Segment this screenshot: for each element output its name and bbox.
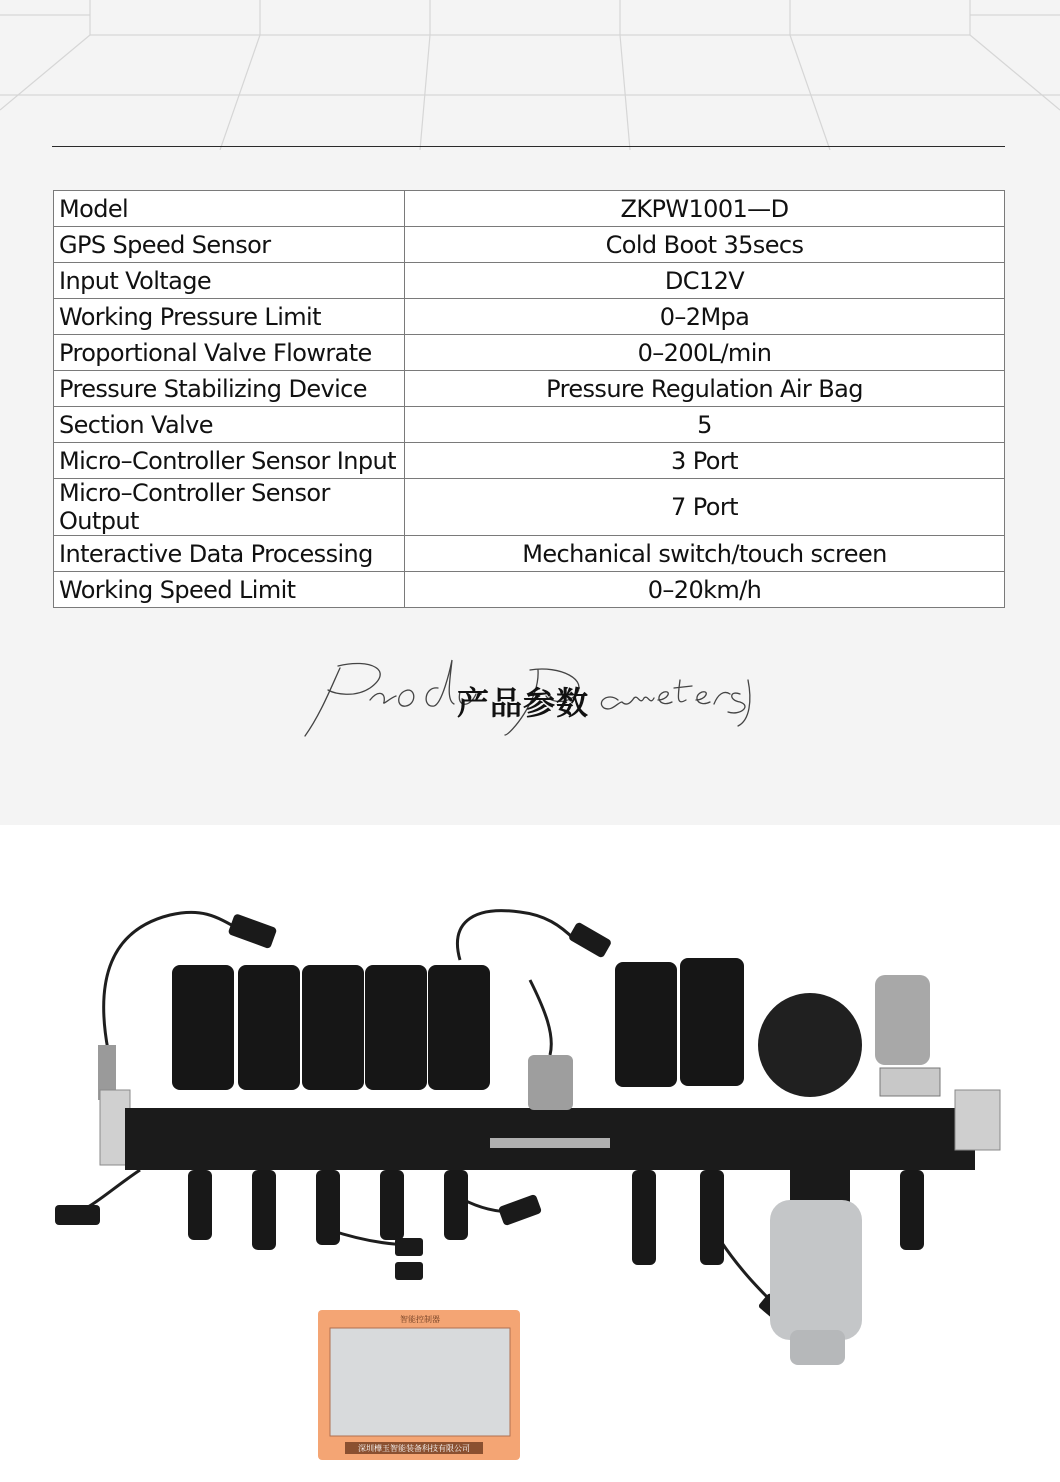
spec-label: Interactive Data Processing (54, 536, 405, 572)
spec-row (54, 335, 1005, 371)
spec-row (54, 407, 1005, 443)
spec-label: Section Valve (54, 407, 405, 443)
filter-housing (770, 1140, 862, 1365)
spec-label: Model (54, 191, 405, 227)
spec-value: Pressure Regulation Air Bag (405, 371, 1005, 407)
spec-value: ZKPW1001—D (405, 191, 1005, 227)
valve-actuators (172, 958, 744, 1090)
screen-top-label: 智能控制器 (400, 1315, 440, 1324)
spec-value: 5 (405, 407, 1005, 443)
spec-value: 0–20km/h (405, 572, 1005, 608)
section-title-chinese: 产品参数 (457, 684, 590, 722)
spec-label: Micro–Controller Sensor Input (54, 443, 405, 479)
perspective-grid-decoration (0, 0, 1060, 150)
spec-value: 7 Port (405, 479, 1005, 536)
divider-line (52, 146, 1005, 147)
section-title (300, 650, 770, 750)
spec-label: Proportional Valve Flowrate (54, 335, 405, 371)
spec-table (53, 190, 1005, 608)
spec-value: 0–200L/min (405, 335, 1005, 371)
spec-row (54, 479, 1005, 536)
spec-row (54, 572, 1005, 608)
spec-label: Working Speed Limit (54, 572, 405, 608)
spec-value: 3 Port (405, 443, 1005, 479)
spec-row (54, 371, 1005, 407)
screen-bottom-label: 深圳樺玉智能装备科技有限公司 (358, 1444, 470, 1453)
pressure-regulator (758, 975, 940, 1097)
product-photo (0, 825, 1060, 1482)
spec-value: 0–2Mpa (405, 299, 1005, 335)
spec-label: Pressure Stabilizing Device (54, 371, 405, 407)
spec-label: Input Voltage (54, 263, 405, 299)
center-gray-fitting (528, 1055, 573, 1110)
spec-value: Cold Boot 35secs (405, 227, 1005, 263)
touch-screen-controller (318, 1310, 520, 1460)
spec-row (54, 299, 1005, 335)
spec-value: DC12V (405, 263, 1005, 299)
spec-row (54, 263, 1005, 299)
spec-label: Working Pressure Limit (54, 299, 405, 335)
spec-value: Mechanical switch/touch screen (405, 536, 1005, 572)
spec-label: Micro–Controller Sensor Output (54, 479, 405, 536)
spec-label: GPS Speed Sensor (54, 227, 405, 263)
spec-row (54, 191, 1005, 227)
spec-row (54, 536, 1005, 572)
spec-row (54, 443, 1005, 479)
spec-row (54, 227, 1005, 263)
